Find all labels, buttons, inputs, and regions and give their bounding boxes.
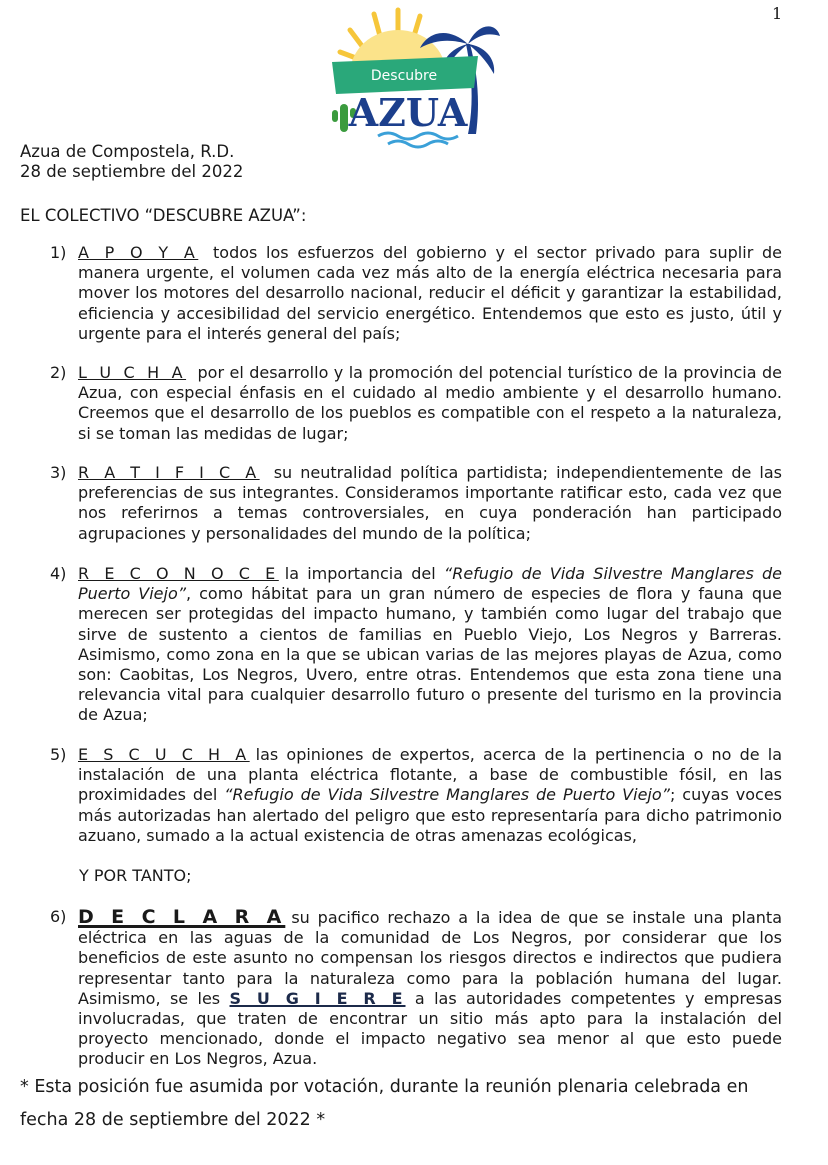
item-keyword: A P O Y A — [78, 243, 199, 262]
item-keyword: R E C O N O C E — [78, 564, 279, 583]
item-keyword: R A T I F I C A — [78, 463, 260, 482]
item-text-italic: “Refugio de Vida Silvestre Manglares de Puerto Viejo” — [78, 564, 783, 604]
item-number: 5) — [50, 745, 67, 764]
item-text: , como hábitat para un gran número de especies de flora y fauna que merecen ser protegidas del impacto humano, y también como lugar del trabajo que sirve de sustento a cientos de familias en Pueblo Viejo, Los Negros y Barreras. Asimismo, como zona en la que se ubican varias de las mejores playas de Azua, como son: Caobitas, Los Negros, Uvero, entre otras. Entendemos que esta zona tiene una relevancia vital para cualquier desarrollo futuro o presente del turismo en la provincia de Azua; — [78, 584, 782, 725]
item-number: 3) — [50, 463, 67, 482]
item-text: a las autoridades competentes y empresas involucradas, que traten de encontrar un sitio más apto para la instalación del proyecto mencionado, donde el impacto negativo sea menor al que esto puede producir en Los Negros, Azua. — [78, 988, 782, 1069]
list-item-6 — [50, 907, 782, 1070]
list-item-3 — [50, 463, 782, 544]
descubre-azua-logo — [328, 4, 500, 154]
collective-heading: EL COLECTIVO “DESCUBRE AZUA”: — [20, 206, 307, 225]
item-text: su neutralidad política partidista; independientemente de las preferencias de sus integrantes. Consideramos importante ratificar esto, cada vez que nos referirnos a temas controversiales, en cuya ponderación han participado agrupaciones y personalidades del mundo de la política; — [78, 463, 782, 543]
item-number: 1) — [50, 243, 67, 262]
item-keyword: L U C H A — [78, 363, 187, 382]
item-text-pre: la importancia del — [284, 564, 444, 583]
item-keyword-secondary: S U G I E R E — [229, 988, 406, 1008]
logo-graphic — [328, 4, 500, 154]
item-text-italic: “Refugio de Vida Silvestre Manglares de Puerto Viejo” — [224, 785, 670, 805]
item-number: 6) — [50, 907, 67, 926]
item-keyword: E S C U C H A — [78, 745, 250, 764]
por-tanto-line: Y POR TANTO; — [79, 866, 192, 885]
item-text: ; cuyas voces más autorizadas han alertado del peligro que esto representaría para dicho patrimonio azuano, sumado a la actual existencia de otras amenazas ecológicas, — [78, 785, 783, 845]
item-keyword: D E C L A R A — [78, 906, 286, 928]
item-text-pre: las opiniones de expertos, acerca de la pertinencia o no de la instalación de una planta eléctrica flotante, a base de combustible fósil, en las proximidades del — [78, 745, 783, 805]
date-line: 28 de septiembre del 2022 — [20, 162, 244, 181]
list-item-5 — [50, 745, 782, 846]
logo-top-text: Descubre — [370, 68, 438, 84]
item-text: todos los esfuerzos del gobierno y el sector privado para suplir de manera urgente, el volumen cada vez más alto de la energía eléctrica necesaria para mover los motores del desarrollo nacional, reducir el déficit y garantizar la estabilidad, eficiencia y accesibilidad del servicio energético. Entendemos que esto es justo, útil y urgente para el interés general del país; — [78, 243, 782, 343]
item-text-pre: su pacifico rechazo a la idea de que se instale una planta eléctrica en las aguas de la comunidad de Los Negros, por considerar que los beneficios de este asunto no compensan los riesgos directos e indirectos que pudiera representar tanto para la naturaleza como para la población humana del lugar. Asimismo, se les — [78, 908, 782, 1008]
footer-note: * Esta posición fue asumida por votación, durante la reunión plenaria celebrada en fecha 28 de septiembre del 2022 * — [20, 1077, 749, 1130]
water-waves-icon — [378, 133, 458, 147]
location-line: Azua de Compostela, R.D. — [20, 142, 235, 161]
list-item-2 — [50, 363, 782, 444]
item-text: por el desarrollo y la promoción del potencial turístico de la provincia de Azua, con especial énfasis en el cuidado al medio ambiente y el desarrollo humano. Creemos que el desarrollo de los pueblos es compatible con el respeto a la naturaleza, si se toman las medidas de lugar; — [78, 363, 782, 443]
item-number: 2) — [50, 363, 67, 382]
list-item-1 — [50, 243, 782, 344]
item-number: 4) — [50, 564, 67, 583]
logo-main-text: AZUA — [348, 90, 468, 135]
page-number: 1 — [772, 4, 783, 23]
list-item-4 — [50, 564, 782, 726]
